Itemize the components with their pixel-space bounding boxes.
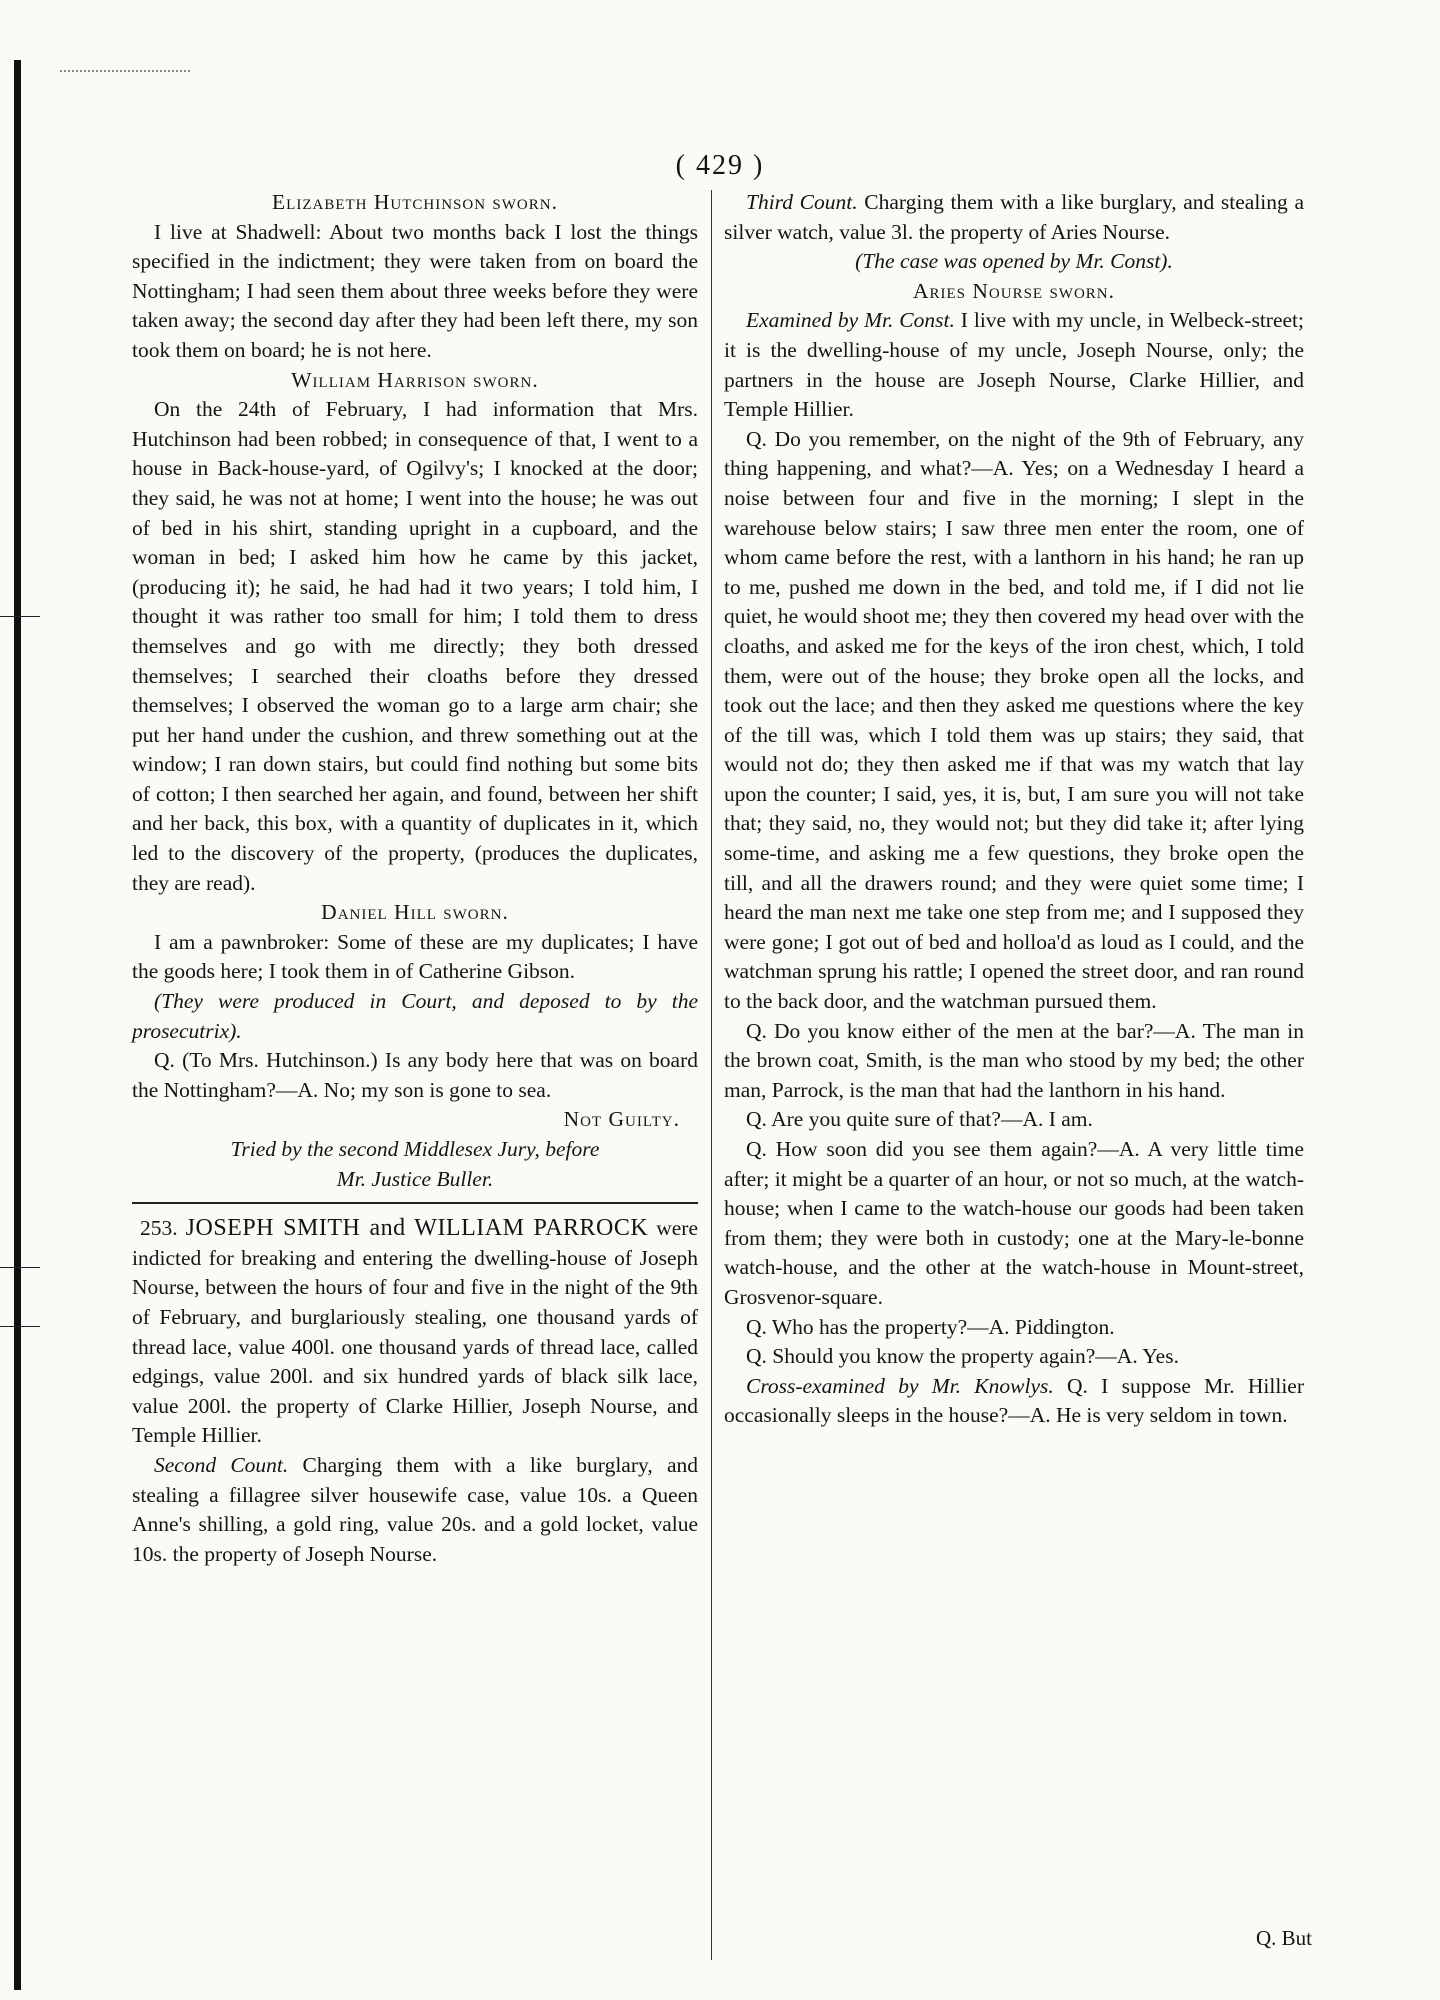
tried-line: Tried by the second Middlesex Jury, before [230,1137,600,1161]
exam-label: Examined by Mr. Const. [746,308,955,333]
cross-paragraph [724,1372,1304,1431]
testimony-paragraph: I am a pawnbroker: Some of these are my duplicates; I have the goods here; I took them in of Catherine Gibson. [132,929,698,984]
cross-label: Cross-examined by Mr. Knowlys. [746,1373,1054,1398]
case-text: were indicted for breaking and entering the dwelling-house of Joseph Nourse, between the hours of four and five in the night of the 9th of February, and burglariously stealing, one thousand yards of thread lace, value 400l. one thousand yards of thread lace, called edgings, value 200l. and six hundred yards of black silk lace, value 200l. the property of Clarke Hillier, Joseph Nourse, and Temple Hillier. [132,1216,699,1448]
case-separator [132,1202,698,1204]
page-edge-bar [14,60,21,1990]
testimony-paragraph: On the 24th of February, I had information that Mrs. Hutchinson had been robbed; in consequence of that, I went to a house in Back-house-yard, of Ogilvy's; I knocked at the door; they said, he was not at home; I went into the house; he was out of bed in his shirt, standing upright in a cupboard, and the woman in bed; I asked him how he came by this jacket, (producing it); he said, he had had it two years; I told him, I thought it was rather too small for him; I told them to dress themselves and go with me directly; they both dressed themselves; I searched their cloaths before they dressed themselves; I observed the woman go to a large arm chair; she put her hand under the cushion, and threw something out at the window; I ran down stairs, but could find nothing but some bits of cotton; I then searched her again, and found, between her shift and her back, this box, with a quantity of duplicates in it, which led to the discovery of the property, (produces the duplicates, they are read). [132,397,698,895]
margin-tick [0,1267,40,1268]
cross-text: Q. I suppose Mr. Hillier occasionally sleeps in the house?—A. He is very seldom in town. [724,1373,1304,1428]
margin-tick [0,616,40,617]
left-column [132,188,698,1569]
qa-paragraph: Q. Are you quite sure of that?—A. I am. [746,1107,1093,1132]
qa-paragraph: Q. Do you know either of the men at the bar?—A. The man in the brown coat, Smith, is the man who stood by my bed; the other man, Parrock, is the man that had the lanthorn in his hand. [724,1018,1304,1102]
margin-tick [0,1326,40,1327]
count-text: Charging them with a like burglary, and stealing a fillagree silver housewife case, value 10s. a Queen Anne's shilling, a gold ring, value 20s. and a gold locket, value 10s. the property of Joseph Nourse. [132,1452,698,1566]
testimony-paragraph: I live at Shadwell: About two months back I lost the things specified in the indictment; they were taken from on board the Nottingham; I had seen them about three weeks before they were taken away; the second day after they had been left there, my son took them on board; he is not here. [132,219,698,362]
scan-speckle [60,70,190,74]
question-paragraph: Q. (To Mrs. Hutchinson.) Is any body here that was on board the Nottingham?—A. No; my son is gone to sea. [132,1048,698,1102]
page-number: ( 429 ) [675,150,765,181]
count-label: Second Count. [154,1452,289,1477]
witness-heading: William Harrison sworn. [291,367,539,392]
count-text: Charging them with a like burglary, and stealing a silver watch, value 3l. the property of Aries Nourse. [724,190,1304,244]
tried-line: Mr. Justice Buller. [336,1166,494,1191]
case-number: 253. [140,1216,178,1241]
witness-heading: Daniel Hill sworn. [321,900,509,925]
qa-paragraph: Q. How soon did you see them again?—A. A very little time after; it might be a quarter of an hour, or not so much, at the watch-house; when I came to the watch-house our goods had been taken from them; they were both in custody; one at the Mary-le-bonne watch-house, and the other at the watch-house in Mount-street, Grosvenor-square. [724,1137,1304,1309]
exam-text: I live with my uncle, in Welbeck-street; it is the dwelling-house of my uncle, Joseph Nourse, only; the partners in the house are Joseph Nourse, Clarke Hillier, and Temple Hillier. [724,308,1304,422]
court-note: (They were produced in Court, and deposed to by the prosecutrix). [132,989,698,1043]
testimony-paragraph [724,306,1304,424]
qa-paragraph: Q. Do you remember, on the night of the 9th of February, any thing happening, and what?—A. Yes; on a Wednesday I heard a noise between four and five in the morning; I slept in the warehouse below stairs; I saw three men enter the room, one of whom came before the rest, with a lanthorn in his hand; he ran up to me, pushed me down in the bed, and told me, if I did not lie quiet, he would shoot me; they then covered my head over with the cloaths, and asked me for the keys of the iron chest, which, I told them, were out of the house; they broke open all the locks, and took out the lace; and then they asked me questions where the key of the till was, which I told them was up stairs; they said, that would not do; they then asked me if that was my watch that lay upon the counter; I said, yes, it is, but, I am sure you will not take that; they said, no, they would not; but they did take it; after lying some-time, and asking me a few questions, they broke open the till, and all the drawers round; and they were quiet some time; I heard the man next me take one step from me; and I supposed they were gone; I got out of bed and holloa'd as loud as I could, and the watchman sprung his rattle; I opened the street door, and ran round to the back door, and the watchman pursued them. [724,426,1304,1014]
column-rule [711,190,712,1960]
qa-paragraph: Q. Should you know the property again?—A. Yes. [746,1344,1179,1369]
witness-heading: Aries Nourse sworn. [912,278,1116,303]
case-defendants: JOSEPH SMITH and WILLIAM PARROCK [185,1215,649,1242]
count-paragraph [132,1451,698,1569]
verdict: Not Guilty. [563,1107,680,1132]
witness-heading: Elizabeth Hutchinson sworn. [272,190,558,214]
count-paragraph [724,188,1304,247]
case-paragraph [132,1214,698,1451]
count-label: Third Count. [746,190,858,214]
qa-paragraph: Q. Who has the property?—A. Piddington. [746,1314,1115,1339]
catchword: Q. But [1255,1926,1312,1950]
court-note: (The case was opened by Mr. Const). [855,249,1173,274]
right-column [724,188,1304,1431]
